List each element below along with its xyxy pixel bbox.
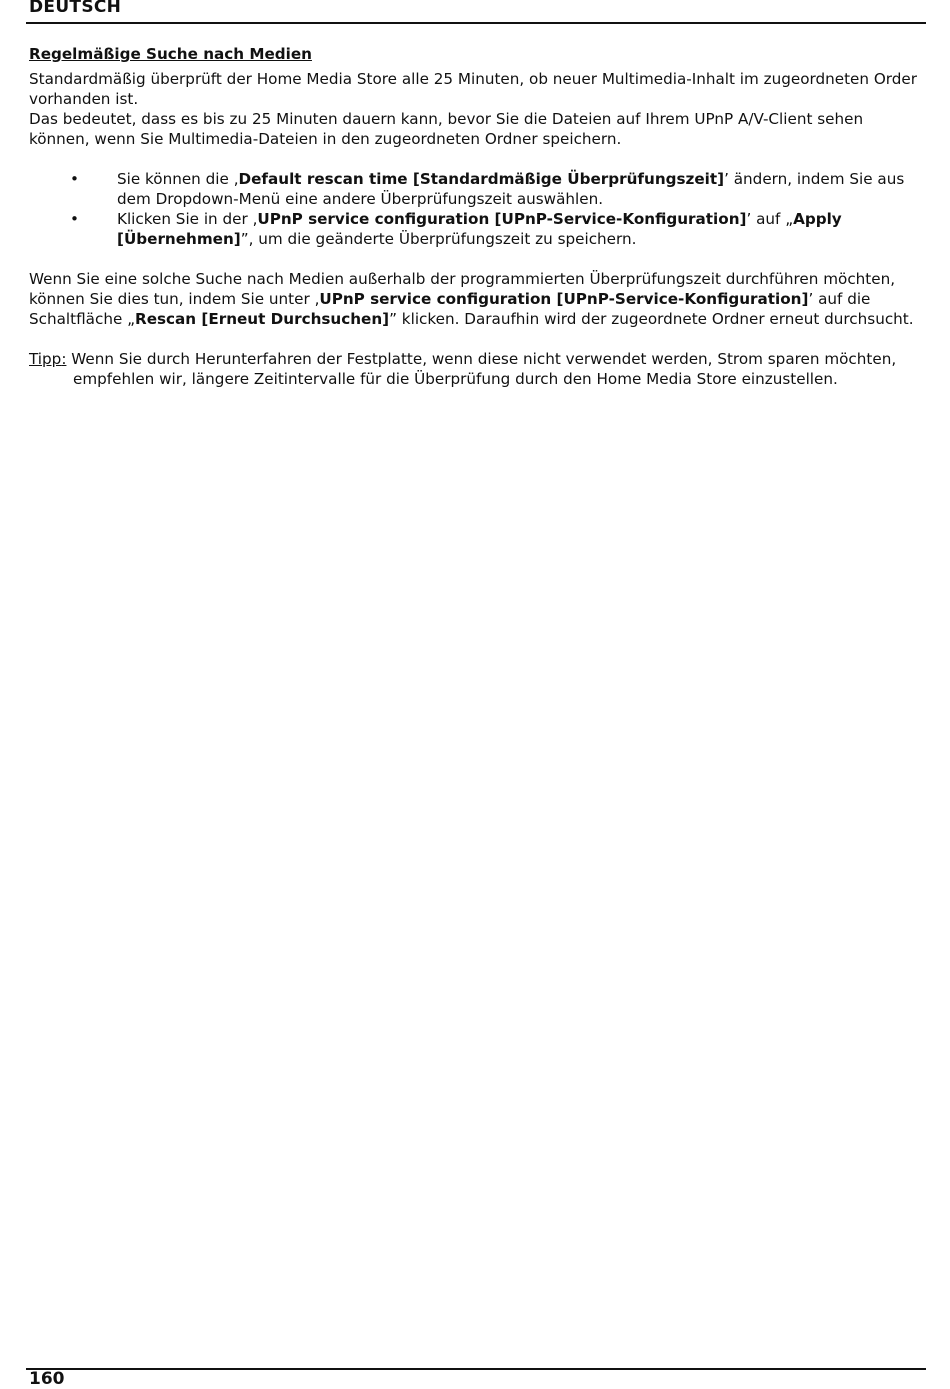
rescan-paragraph [29,269,924,329]
text-run: ’ auf „ [746,210,794,228]
list-item [29,209,924,249]
text-run: ’ auf die Schaltfläche „ [29,290,871,328]
intro-paragraph-2: Das bedeutet, dass es bis zu 25 Minuten dauern kann, bevor Sie die Dateien auf Ihrem UPnP A/V-Client sehen können, wenn Sie Multimedia-Dateien in den zugeordneten Ordner speichern. [29,110,864,148]
ui-label-upnp-service-configuration: UPnP service configuration [UPnP-Service-Konfiguration] [319,290,809,308]
bullet-icon: • [70,210,79,228]
bullet-icon: • [70,170,79,188]
page-number: 160 [29,1369,65,1389]
section-heading: Regelmäßige Suche nach Medien [29,45,312,63]
text-run: Klicken Sie in der ‚ [117,210,258,228]
text-run: ”, um die geänderte Überprüfungszeit zu speichern. [240,230,637,248]
tip-text: Wenn Sie durch Herunterfahren der Festplatte, wenn diese nicht verwendet werden, Strom sparen möchten, empfehlen wir, längere Zeitintervalle für die Überprüfung durch den Home Media Store einzustellen. [66,350,897,388]
text-run: ” klicken. Daraufhin wird der zugeordnete Ordner erneut durchsucht. [389,310,914,328]
document-body [29,44,924,389]
tip-colon: : [61,350,67,368]
ui-label-apply: Apply [Übernehmen] [117,210,842,248]
tip-paragraph [29,349,924,389]
ui-label-rescan: Rescan [Erneut Durchsuchen] [135,310,390,328]
ui-label-default-rescan-time: Default rescan time [Standardmäßige Überprüfungszeit] [238,170,725,188]
ui-label-upnp-service-configuration: UPnP service configuration [UPnP-Service-Konfiguration] [257,210,747,228]
footer-rule [26,1368,926,1370]
text-run: Sie können die ‚ [117,170,239,188]
header-language: DEUTSCH [29,0,122,17]
header-rule [26,22,926,24]
text-run: Wenn Sie eine solche Suche nach Medien außerhalb der programmierten Überprüfungszeit durchführen möchten, können Sie dies tun, indem Sie unter ‚ [29,270,896,308]
tip-label: Tipp [29,350,62,368]
list-item [29,169,924,209]
text-run: ’ ändern, indem Sie aus dem Dropdown-Menü eine andere Überprüfungszeit auswählen. [117,170,905,208]
intro-paragraph-1: Standardmäßig überprüft der Home Media Store alle 25 Minuten, ob neuer Multimedia-Inhalt im zugeordneten Order vorhanden ist. [29,70,917,108]
bullet-list [29,169,924,249]
